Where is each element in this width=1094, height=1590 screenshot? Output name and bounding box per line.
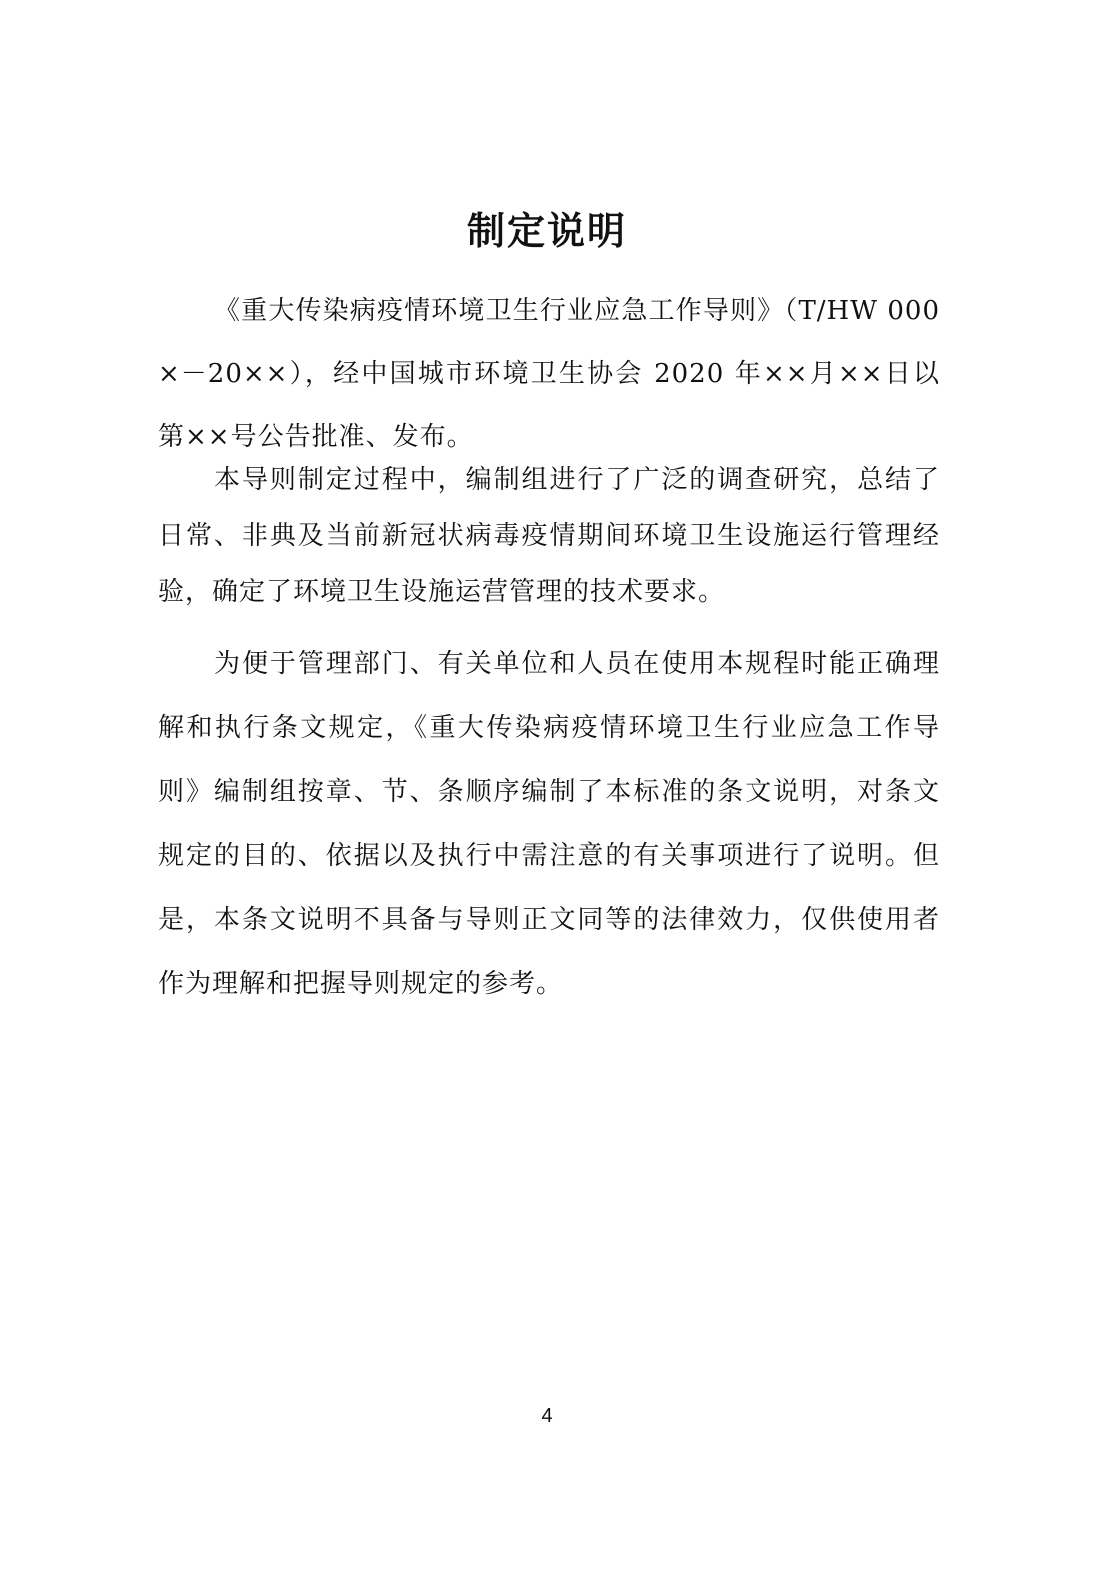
paragraph-approval: 《重大传染病疫情环境卫生行业应急工作导则》（T/HW 000×－20××），经中国城市环境卫生协会 2020 年××月××日以第××号公告批准、发布。 [158, 296, 940, 452]
paragraph-process: 本导则制定过程中，编制组进行了广泛的调查研究，总结了日常、非典及当前新冠状病毒疫情期间环境卫生设施运行管理经验，确定了环境卫生设施运营管理的技术要求。 [158, 465, 940, 607]
page-title: 制定说明 [466, 209, 627, 253]
page-number: 4 [541, 1405, 553, 1427]
paragraph-explanation: 为便于管理部门、有关单位和人员在使用本规程时能正确理解和执行条文规定，《重大传染病疫情环境卫生行业应急工作导则》编制组按章、节、条顺序编制了本标准的条文说明，对条文规定的目的、依据以及执行中需注意的有关事项进行了说明。但是，本条文说明不具备与导则正文同等的法律效力，仅供使用者作为理解和把握导则规定的参考。 [158, 649, 940, 999]
